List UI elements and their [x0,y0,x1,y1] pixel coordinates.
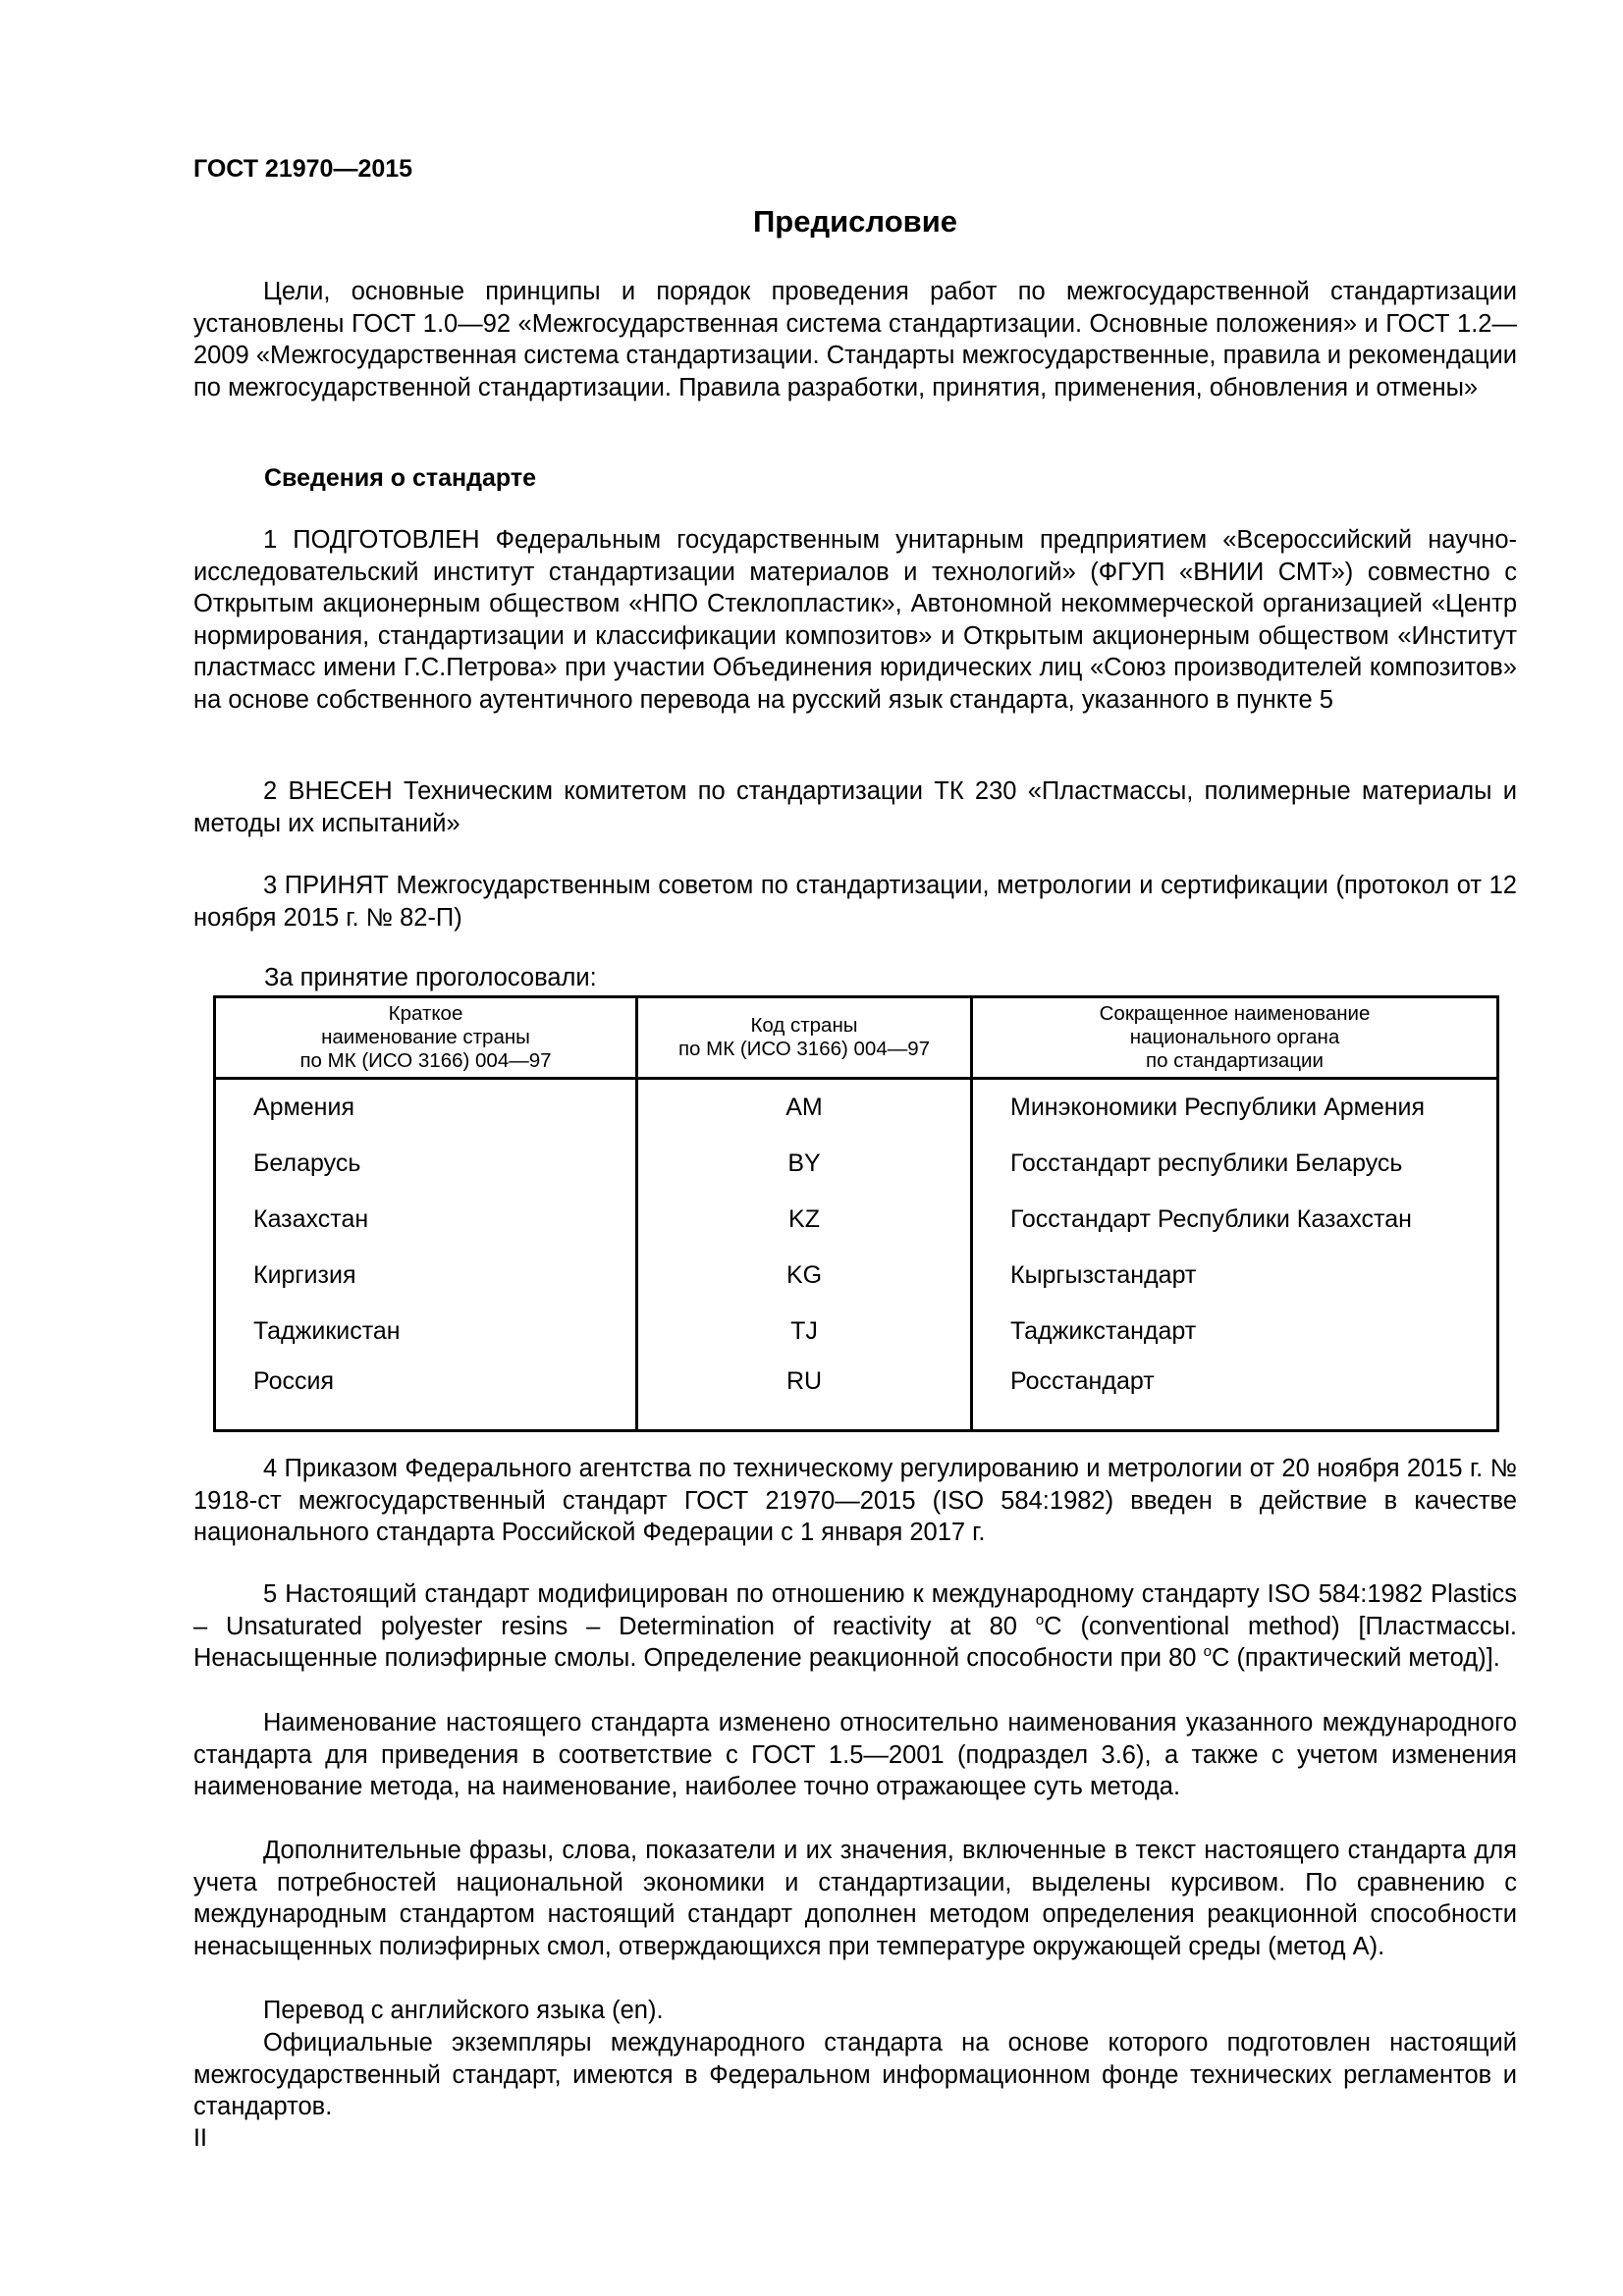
country-cell: Армения [215,1079,637,1137]
item-4-order: 4 Приказом Федерального агентства по техническому регулированию и метрологии от 20 ноября 2015 г. № 1918-ст межгосударственный стандарт ГОСТ 21970—2015 (ISO 584:1982) введен в действие в качестве национального стандарта Российской Федерации с 1 января 2017 г. [193,1455,1517,1546]
degree-sign: o [1035,1611,1045,1629]
table-row [215,1360,1498,1431]
section-heading: Сведения о стандарте [264,464,537,492]
code-cell: TJ [637,1304,972,1360]
agency-cell: Минэкономики Республики Армения [972,1079,1498,1137]
code-cell: KG [637,1248,972,1304]
table-row [215,1248,1498,1304]
agency-cell: Таджикстандарт [972,1304,1498,1360]
vote-label: За принятие проголосовали: [264,964,597,991]
header-agency: Сокращенное наименование национального органа по стандартизации [972,997,1498,1079]
country-cell: Россия [215,1360,637,1431]
header-country: Краткое наименование страны по МК (ИСО 3166) 004—97 [215,997,637,1079]
item-5-additional-note: Дополнительные фразы, слова, показатели и их значения, включенные в текст настоящего стандарта для учета потребностей национальной экономики и стандартизации, выделены курсивом. По сравнению с международным стандартом настоящий стандарт дополнен методом определения реакционной способности ненасыщенных полиэфирных смол, отверждающихся при температуре окружающей среды (метод А). [193,1837,1517,1960]
item-1-prepared: 1 ПОДГОТОВЛЕН Федеральным государственным унитарным предприятием «Всероссийский научно-исследовательский институт стандартизации материалов и технологий» (ФГУП «ВНИИ СМТ») совместно с Открытым акционерным обществом «НПО Стеклопластик», Автономной некоммерческой организацией «Центр нормирования, стандартизации и классификации композитов» и Открытым акционерным обществом «Институт пластмасс имени Г.С.Петрова» при участии Объединения юридических лиц «Союз производителей композитов» на основе собственного аутентичного перевода на русский язык стандарта, указанного в пункте 5 [193,526,1517,714]
table-row [215,1079,1498,1137]
header-code: Код страны по МК (ИСО 3166) 004—97 [637,997,972,1079]
agency-cell: Кыргызстандарт [972,1248,1498,1304]
code-cell: BY [637,1136,972,1192]
item-5-official-copies: Официальные экземпляры международного стандарта на основе которого подготовлен настоящий межгосударственный стандарт, имеются в Федеральном информационном фонде технических регламентов и стандартов. [193,2029,1517,2120]
country-cell: Киргизия [215,1248,637,1304]
document-code: ГОСТ 21970—2015 [193,155,413,183]
item-5-translation-note: Перевод с английского языка (en). [263,1997,664,2024]
member-states-table [213,995,1499,1432]
table-row [215,1192,1498,1248]
country-cell: Таджикистан [215,1304,637,1360]
item-5-name-note: Наименование настоящего стандарта изменено относительно наименования указанного международного стандарта для приведения в соответствие с ГОСТ 1.5—2001 (подраздел 3.6), а также с учетом изменения наименование метода, на наименование, наиболее точно отражающее суть метода. [193,1709,1517,1800]
table-row [215,1136,1498,1192]
table-row [215,1304,1498,1360]
country-cell: Беларусь [215,1136,637,1192]
code-cell: RU [637,1360,972,1431]
agency-cell: Росстандарт [972,1360,1498,1431]
item-3-adopted: 3 ПРИНЯТ Межгосударственным советом по стандартизации, метрологии и сертификации (протокол от 12 ноября 2015 г. № 82-П) [193,872,1517,932]
code-cell: AM [637,1079,972,1137]
page-title: Предисловие [752,204,957,239]
table-header-row [215,997,1498,1079]
item-2-submitted: 2 ВНЕСЕН Техническим комитетом по стандартизации ТК 230 «Пластмассы, полимерные материалы и методы их испытаний» [193,777,1517,837]
page-number: II [193,2124,207,2152]
country-cell: Казахстан [215,1192,637,1248]
item-5-modified: 5 Настоящий стандарт модифицирован по отношению к международному стандарту ISO 584:1982 Plastics – Unsaturated polyester resins – Determination of reactivity at 80 $^o$C (conventional method) [Пластмассы. Ненасыщенные полиэфирные смолы. Определение реакционной способности при 80 $^o$C (практический метод)]. [193,1580,1517,1672]
degree-sign: o [1203,1643,1212,1660]
agency-cell: Госстандарт республики Беларусь [972,1136,1498,1192]
intro-paragraph: Цели, основные принципы и порядок проведения работ по межгосударственной стандартизации установлены ГОСТ 1.0—92 «Межгосударственная система стандартизации. Основные положения» и ГОСТ 1.2—2009 «Межгосударственная система стандартизации. Стандарты межгосударственные, правила и рекомендации по межгосударственной стандартизации. Правила разработки, принятия, применения, обновления и отмены» [193,278,1517,401]
agency-cell: Госстандарт Республики Казахстан [972,1192,1498,1248]
code-cell: KZ [637,1192,972,1248]
